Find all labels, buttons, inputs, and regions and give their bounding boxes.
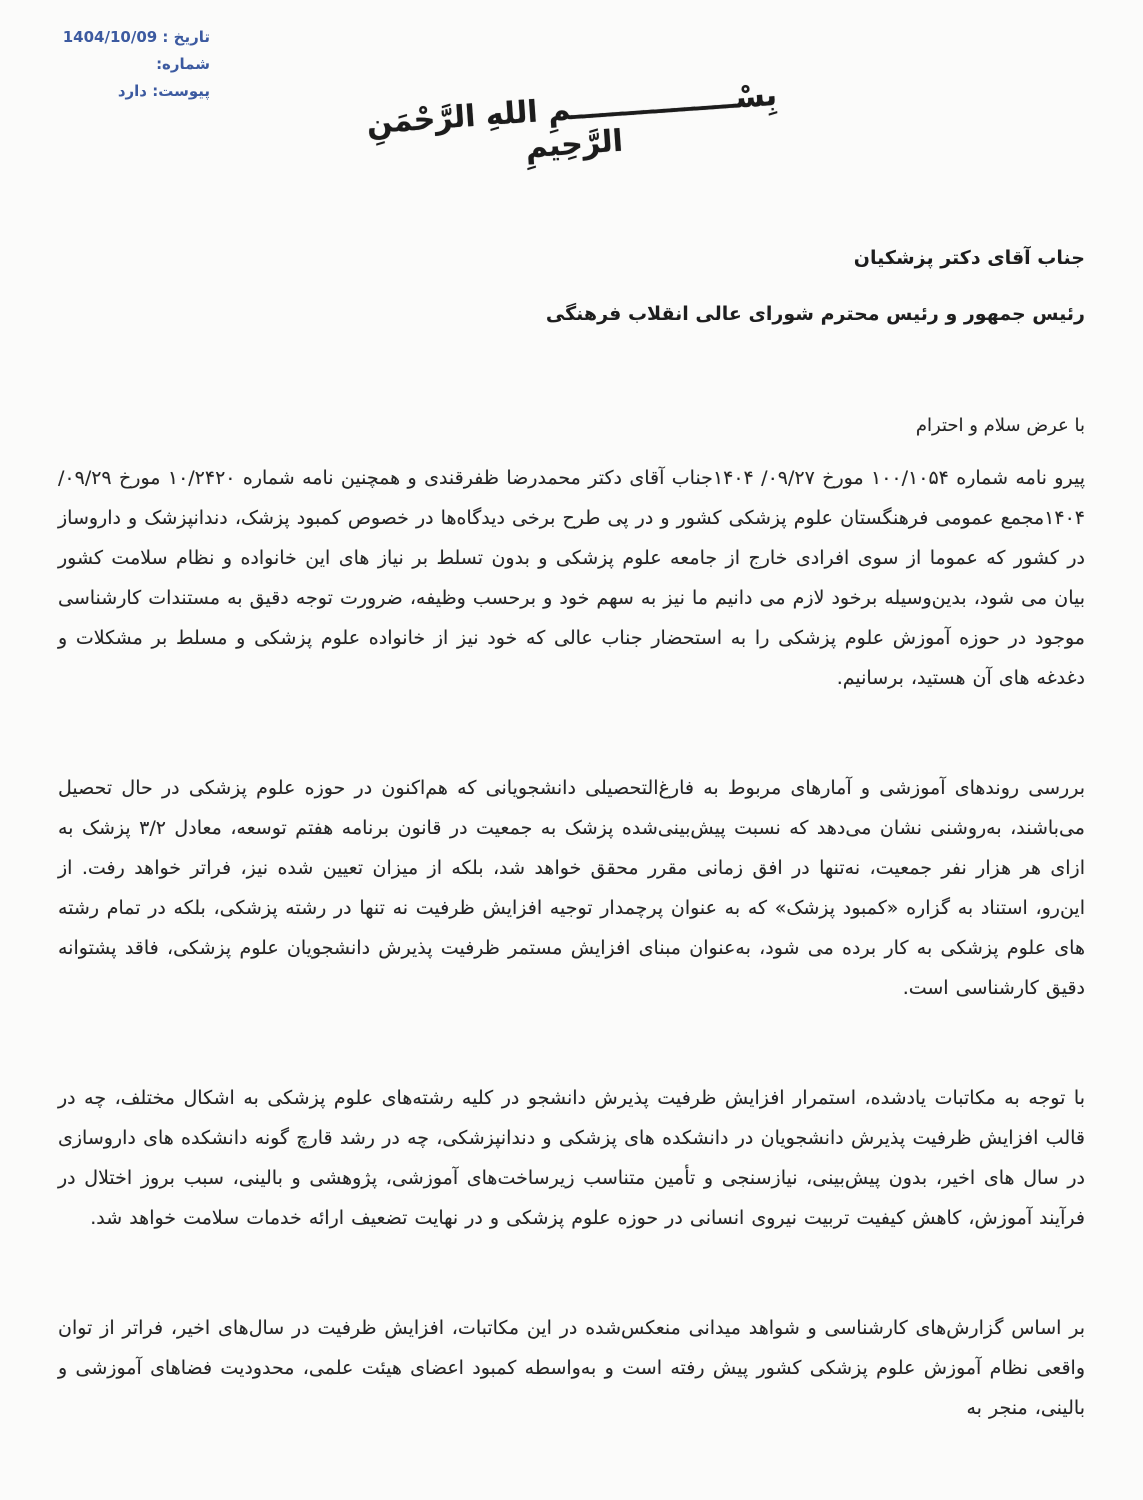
bismillah-calligraphy: بِسْــــــــــــــــمِ اللهِ الرَّحْمَنِ الرَّحِیمِ [365, 77, 779, 166]
addressee-title: رئیس جمهور و رئیس محترم شورای عالی انقلاب فرهنگی [545, 303, 1085, 325]
addressee-name: جناب آقای دکتر پزشکیان [853, 247, 1085, 269]
letter-header-meta [63, 24, 210, 105]
meta-number-line: شماره: [156, 55, 210, 73]
salutation-line: با عرض سلام و احترام [915, 415, 1085, 436]
meta-date-line: تاریخ : 1404/10/09 [62, 28, 210, 46]
addressee-block [546, 243, 1085, 355]
body-paragraph-3: با توجه به مکاتبات یادشده، استمرار افزایش ظرفیت پذیرش دانشجو در کلیه رشته‌های علوم پزشکی به اشکال مختلف، چه در قالب افزایش ظرفیت پذیرش دانشجویان در دانشکده های پزشکی و دندانپزشکی، چه در رشد قارچ گونه دانشکده های داروسازی در سال های اخیر، بدون پیش‌بینی، نیازسنجی و تأمین متناسب زیرساخت‌های آموزشی، پژوهشی و بالینی، سبب بروز اختلال در فرآیند آموزش، کاهش کیفیت تربیت نیروی انسانی در حوزه علوم پزشکی و در نهایت تضعیف ارائه خدمات سلامت خواهد شد. [58, 1087, 1085, 1229]
body-paragraph-4: بر اساس گزارش‌های کارشناسی و شواهد میدانی منعکس‌شده در این مکاتبات، افزایش ظرفیت در سال‌های اخیر، فراتر از توان واقعی نظام آموزش علوم پزشکی کشور پیش رفته است و به‌واسطه کمبود اعضای هیئت علمی، محدودیت فضاهای آموزشی و بالینی، منجر به [58, 1317, 1085, 1419]
letter-body [58, 458, 1085, 1498]
body-paragraph-1: پیرو نامه شماره ۱۰۰/۱۰۵۴ مورخ ۰۹/۲۷/ ۱۴۰۴جناب آقای دکتر محمدرضا ظفرقندی و همچنین نامه شماره ۱۰/۲۴۲۰ مورخ ۰۹/۲۹/ ۱۴۰۴مجمع عمومی فرهنگستان علوم پزشکی کشور و در پی طرح برخی دیدگاه‌ها در خصوص کمبود پزشک، دندانپزشک و داروساز در کشور که عموما از سوی افرادی خارج از جامعه علوم پزشکی و بدون تسلط بر نیاز های این خانواده و نظام سلامت کشور بیان می شود، بدین‌وسیله برخود لازم می دانیم ما نیز به سهم خود و برحسب وظیفه، ضرورت توجه دقیق به مستندات کارشناسی موجود در حوزه آموزش علوم پزشکی را به استحضار جناب عالی که خود نیز از خانواده علوم پزشکی و مسلط بر مشکلات و دغدغه های آن هستید، برسانیم. [58, 467, 1085, 689]
body-paragraph-2: بررسی روندهای آموزشی و آمارهای مربوط به فارغ‌التحصیلی دانشجویانی که هم‌اکنون در حوزه علوم پزشکی در حال تحصیل می‌باشند، به‌روشنی نشان می‌دهد که نسبت پیش‌بینی‌شده پزشک به جمعیت در قانون برنامه هفتم توسعه، معادل ۳/۲ پزشک به ازای هر هزار نفر جمعیت، نه‌تنها در افق زمانی مقرر محقق خواهد شد، بلکه از میزان تعیین شده نیز، فراتر خواهد رفت. از این‌رو، استناد به گزاره «کمبود پزشک» که به عنوان پرچمدار توجیه افزایش ظرفیت نه تنها در رشته پزشکی، بلکه در تمام رشته های علوم پزشکی به کار برده می شود، به‌عنوان مبنای افزایش مستمر ظرفیت پذیرش دانشجویان علوم پزشکی، فاقد پشتوانه دقیق کارشناسی است. [58, 777, 1085, 999]
meta-attachment-line: پیوست: دارد [117, 82, 210, 100]
